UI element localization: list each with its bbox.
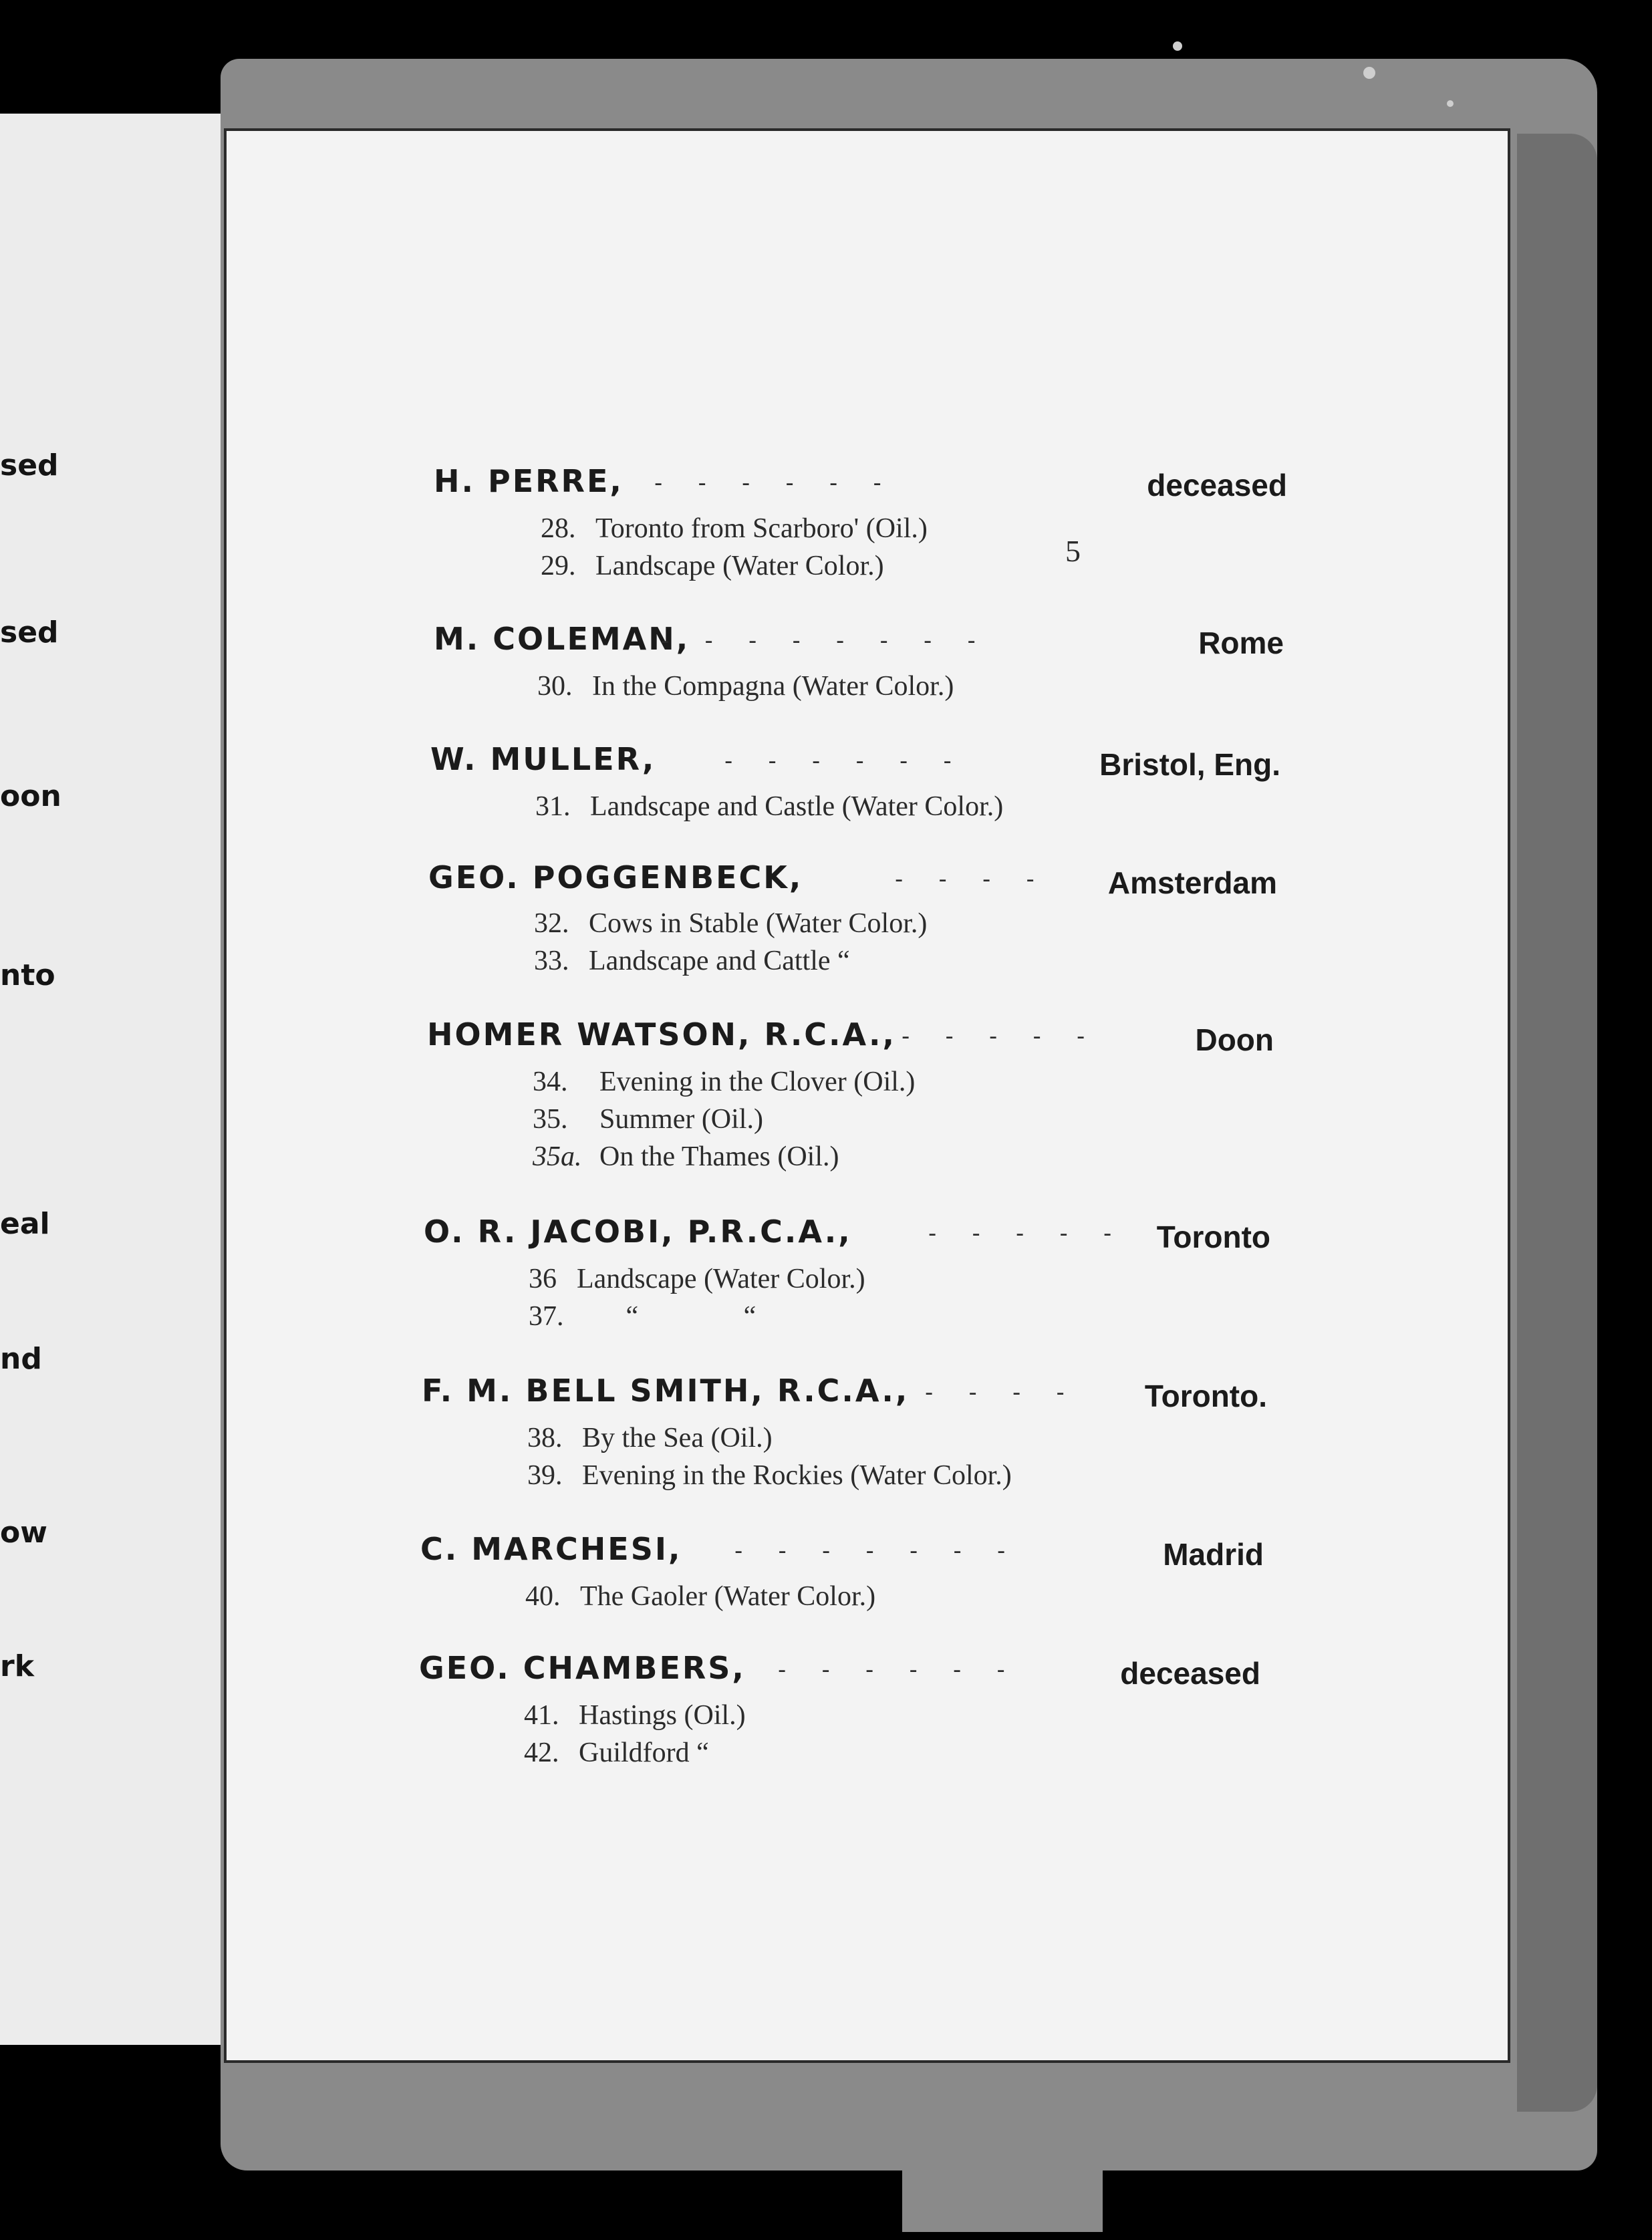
artist-entry	[227, 1531, 1508, 1615]
artist-row	[227, 1214, 1508, 1255]
artist-row	[227, 1531, 1508, 1572]
artist-entry	[227, 1214, 1508, 1335]
work-title: Guildford “	[579, 1737, 709, 1768]
work-number: 36	[529, 1264, 557, 1294]
artist-row	[227, 1373, 1508, 1414]
leader-dots: - - - - - - -	[734, 1538, 1007, 1564]
work-title: Landscape and Cattle “	[589, 946, 850, 976]
artist-entry	[227, 463, 1508, 585]
work-item	[541, 547, 1652, 585]
artist-row	[227, 1016, 1508, 1058]
work-number: 42.	[524, 1737, 559, 1768]
artist-name: GEO. POGGENBECK,	[428, 859, 803, 895]
previous-page-fragment: nto	[0, 958, 55, 992]
work-number: 35a.	[533, 1141, 582, 1172]
work-item	[524, 1697, 1652, 1734]
work-item	[525, 1578, 1652, 1615]
work-item	[534, 905, 1652, 942]
work-item	[529, 1298, 1652, 1335]
leader-dots: - - - - -	[928, 1220, 1113, 1247]
works-list	[527, 1419, 1652, 1494]
artist-name: M. COLEMAN,	[434, 621, 690, 657]
work-title: Landscape (Water Color.)	[577, 1264, 865, 1294]
artist-name: H. PERRE,	[434, 463, 624, 499]
artist-row	[227, 621, 1508, 662]
artist-row	[227, 859, 1508, 901]
work-item	[527, 1457, 1652, 1494]
work-title: Landscape and Castle (Water Color.)	[590, 791, 1004, 822]
work-number: 32.	[534, 908, 569, 939]
leader-dots: - - - - -	[902, 1023, 1087, 1050]
leader-dots: - - - - - -	[724, 748, 953, 775]
work-title: On the Thames (Oil.)	[599, 1141, 839, 1172]
work-number: 38.	[527, 1423, 563, 1453]
work-number: 39.	[527, 1460, 563, 1491]
works-list	[529, 1260, 1652, 1335]
work-number: 41.	[524, 1700, 559, 1731]
work-title: In the Compagna (Water Color.)	[592, 671, 954, 702]
artist-name: O. R. JACOBI, P.R.C.A.,	[424, 1214, 852, 1250]
leader-dots: - - - - - -	[778, 1657, 1006, 1683]
work-number: 28.	[541, 513, 576, 544]
artist-location: Doon	[1195, 1022, 1274, 1057]
artist-location: Amsterdam	[1107, 865, 1277, 900]
work-number: 40.	[525, 1581, 561, 1612]
catalogue-page	[224, 128, 1510, 2063]
work-number: 33.	[534, 946, 569, 976]
page-number: 5	[1065, 534, 1081, 568]
work-title: The Gaoler (Water Color.)	[580, 1581, 876, 1612]
artist-name: HOMER WATSON, R.C.A.,	[427, 1016, 896, 1053]
work-number: 34.	[533, 1067, 568, 1097]
artist-entry	[227, 1650, 1508, 1772]
leader-dots: - - - - - -	[654, 470, 883, 497]
artist-location: Madrid	[1163, 1537, 1264, 1572]
work-item	[527, 1419, 1652, 1457]
artist-entry	[227, 741, 1508, 825]
works-list	[535, 788, 1652, 825]
works-list	[537, 668, 1652, 705]
paper-speck	[1363, 67, 1375, 79]
work-number: 37.	[529, 1301, 564, 1332]
artist-row	[227, 741, 1508, 783]
artist-name: C. MARCHESI,	[420, 1531, 682, 1567]
artist-row	[227, 1650, 1508, 1691]
work-item	[529, 1260, 1652, 1298]
work-title: Hastings (Oil.)	[579, 1700, 746, 1731]
previous-page	[0, 114, 235, 2045]
backing-tab	[902, 2125, 1103, 2232]
work-item	[524, 1734, 1652, 1772]
leader-dots: - - - - - - - -	[661, 627, 977, 654]
artist-location: Rome	[1198, 625, 1284, 660]
artist-location: deceased	[1147, 468, 1287, 503]
artist-entry	[227, 1373, 1508, 1494]
artist-name: W. MULLER,	[430, 741, 656, 777]
works-list	[525, 1578, 1652, 1615]
work-item	[533, 1138, 1652, 1175]
previous-page-fragment: rk	[0, 1649, 34, 1683]
artist-location: Toronto.	[1144, 1379, 1267, 1413]
works-list	[524, 1697, 1652, 1772]
works-list	[534, 905, 1652, 980]
work-number: 30.	[537, 671, 573, 702]
works-list	[533, 1063, 1652, 1175]
previous-page-fragment: oon	[0, 779, 61, 813]
artist-entry	[227, 1016, 1508, 1175]
work-number: 29.	[541, 551, 576, 581]
previous-page-fragment: eal	[0, 1207, 50, 1241]
artist-name: F. M. BELL SMITH, R.C.A.,	[422, 1373, 910, 1409]
artist-entry	[227, 621, 1508, 705]
work-title: Evening in the Rockies (Water Color.)	[582, 1460, 1012, 1491]
leader-dots: - - - -	[895, 866, 1036, 893]
work-title: Cows in Stable (Water Color.)	[589, 908, 928, 939]
work-title: “ “	[577, 1301, 756, 1332]
artist-location: Bristol, Eng.	[1099, 747, 1280, 782]
works-list	[541, 510, 1652, 585]
artist-location: deceased	[1120, 1656, 1260, 1691]
leader-dots: - - - -	[925, 1379, 1066, 1406]
work-number: 31.	[535, 791, 571, 822]
work-item	[537, 668, 1652, 705]
artist-row	[227, 463, 1508, 505]
work-item	[541, 510, 1652, 547]
artist-location: Toronto	[1156, 1220, 1270, 1254]
work-number: 35.	[533, 1104, 568, 1135]
work-title: Evening in the Clover (Oil.)	[599, 1067, 916, 1097]
previous-page-fragment: sed	[0, 448, 59, 482]
work-item	[533, 1063, 1652, 1101]
work-item	[534, 942, 1652, 980]
work-title: Toronto from Scarboro' (Oil.)	[595, 513, 928, 544]
work-title: By the Sea (Oil.)	[582, 1423, 773, 1453]
paper-speck	[1447, 100, 1454, 107]
artist-name: GEO. CHAMBERS,	[419, 1650, 746, 1686]
previous-page-fragment: ow	[0, 1516, 47, 1550]
work-title: Landscape (Water Color.)	[595, 551, 884, 581]
artist-entry	[227, 859, 1508, 980]
work-item	[535, 788, 1652, 825]
work-item	[533, 1101, 1652, 1138]
previous-page-fragment: sed	[0, 615, 59, 650]
work-title: Summer (Oil.)	[599, 1104, 763, 1135]
paper-speck	[1173, 41, 1182, 51]
previous-page-fragment: nd	[0, 1342, 42, 1376]
